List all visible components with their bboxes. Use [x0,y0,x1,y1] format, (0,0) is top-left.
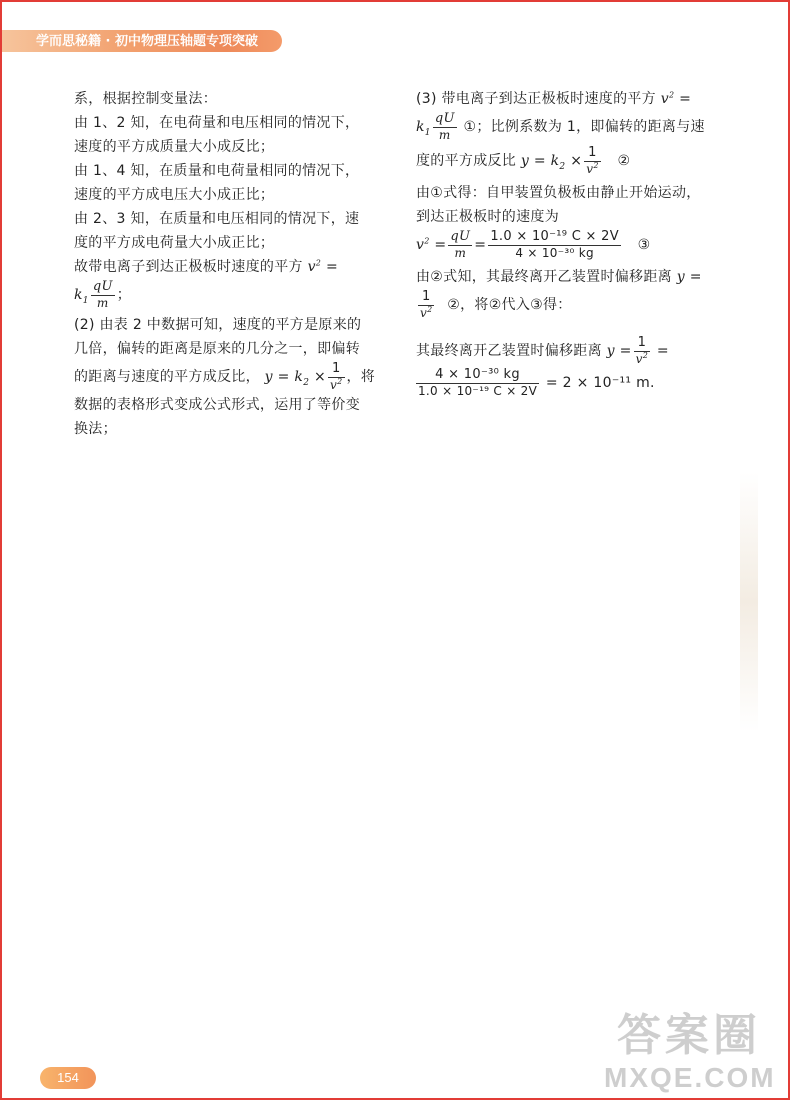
formula-line [416,367,726,403]
fraction-1-over-v2: $\frac{1}{v^2}$ [420,289,433,320]
text-line: 由 2、3 知，在质量和电压相同的情况下，速 [74,211,360,227]
formula-y-k2: $y = k_2$ [264,369,310,388]
formula-line: 其最终离开乙装置时偏移距离 y = $\frac{1}{v^2}$ = [416,335,669,366]
fraction-velocity-calc: $\frac{\text{1.0 × 10⁻¹⁹ C × 2V}}{\text{4 × 10⁻³⁰ kg}}$ [490,229,619,260]
scan-shadow [740,472,758,732]
formula-k1: $k_1$ [74,287,89,306]
formula-v-squared: $v^2$ [416,236,430,253]
text-segment: (3) 带电离子到达正极板时速度的平方 [416,91,656,107]
text-line: 数据的表格形式变成公式形式，运用了等价变 [74,397,360,413]
left-column [74,87,384,441]
fraction-1-over-v2: $\frac{1}{v^2}$ [586,145,599,176]
formula-line: $v^2$ = $\frac{qU}{m}$ = $\frac{\text{1.0 × 10⁻¹⁹ C × 2V}}{\text{4 × 10⁻³⁰ kg}}$ ③ [416,229,651,260]
watermark-logo: 答案圈 MXQE.COM [604,1011,776,1093]
fraction-1-over-v2: $\frac{1}{v^2}$ [635,335,649,366]
text-line: 的距离与速度的平方成反比， $y = k_2$ × $\frac{1}{v^2}$ ，将 [74,361,376,392]
fraction-distance-calc: $\frac{\text{4 × 10⁻³⁰ kg}}{\text{1.0 × 10⁻¹⁹ C × 2V}}$ [418,367,538,398]
equation-mark: ② [617,153,631,169]
text-line: 故带电离子到达正极板时速度的平方 $v^2$ = [74,258,338,275]
fraction-qU-over-m: $\frac{qU}{m}$ [434,111,455,142]
text-segment: 其最终离开乙装置时偏移距离 [416,343,602,359]
formula-v-squared: $v^2$ [660,90,675,107]
fraction-1-over-v2: $\frac{1}{v^2}$ [330,361,343,392]
equation-mark: ③ [637,237,651,253]
text-line: 速度的平方成电压大小成正比； [74,187,275,203]
formula-line [416,111,726,145]
page-number: 154 [40,1067,96,1089]
text-segment: 的距离与速度的平方成反比， [74,369,260,385]
text-line: 由①式得：自甲装置负极板由静止开始运动， [416,185,701,201]
text-line: 系，根据控制变量法： [74,91,217,107]
text-line: 速度的平方成质量大小成反比； [74,139,275,155]
text-segment: ，将 [346,369,376,385]
formula-y: y [676,269,685,285]
result-value: = 2 × 10⁻¹¹ m. [545,375,655,391]
formula-y: y [606,343,615,359]
fraction-qU-over-m: $\frac{qU}{m}$ [450,229,471,260]
formula-line [416,289,726,325]
formula-line: 度的平方成反比 $y = k_2$ × $\frac{1}{v^2}$ ② [416,145,631,176]
formula-v-squared: $v^2$ [307,258,322,275]
text-segment: 度的平方成反比 [416,153,517,169]
text-line: 由 1、4 知，在质量和电荷量相同的情况下， [74,163,360,179]
right-column [416,87,726,403]
text-segment: 由②式知，其最终离开乙装置时偏移距离 [416,269,672,285]
text-line: 度的平方成电荷量大小成正比； [74,235,275,251]
text-line: (2) 由表 2 中数据可知，速度的平方是原来的 [74,317,362,333]
text-line: 到达正极板时的速度为 [416,209,559,225]
header-title: 学而思秘籍 · 初中物理压轴题专项突破 [36,34,258,49]
text-line: 几倍，偏转的距离是原来的几分之一，即偏转 [74,341,360,357]
text-line: 由 1、2 知，在电荷量和电压相同的情况下， [74,115,360,131]
fraction-qU-over-m: $\frac{qU}{m}$ [92,279,113,310]
text-line: 换法； [74,421,117,437]
formula-y-k2: $y = k_2$ [520,153,566,172]
formula-k1: $k_1$ [416,119,431,138]
text-segment: 故带电离子到达正极板时速度的平方 [74,259,303,275]
text-segment: ①；比例系数为 1，即偏转的距离与速 [463,119,705,135]
text-segment: ②，将②代入③得： [447,297,572,313]
text-line: (3) 带电离子到达正极板时速度的平方 $v^2$ = [416,90,692,107]
text-line: 由②式知，其最终离开乙装置时偏移距离 y = [416,269,702,285]
formula-line: $k_1$ $\frac{qU}{m}$ ； [74,279,132,310]
